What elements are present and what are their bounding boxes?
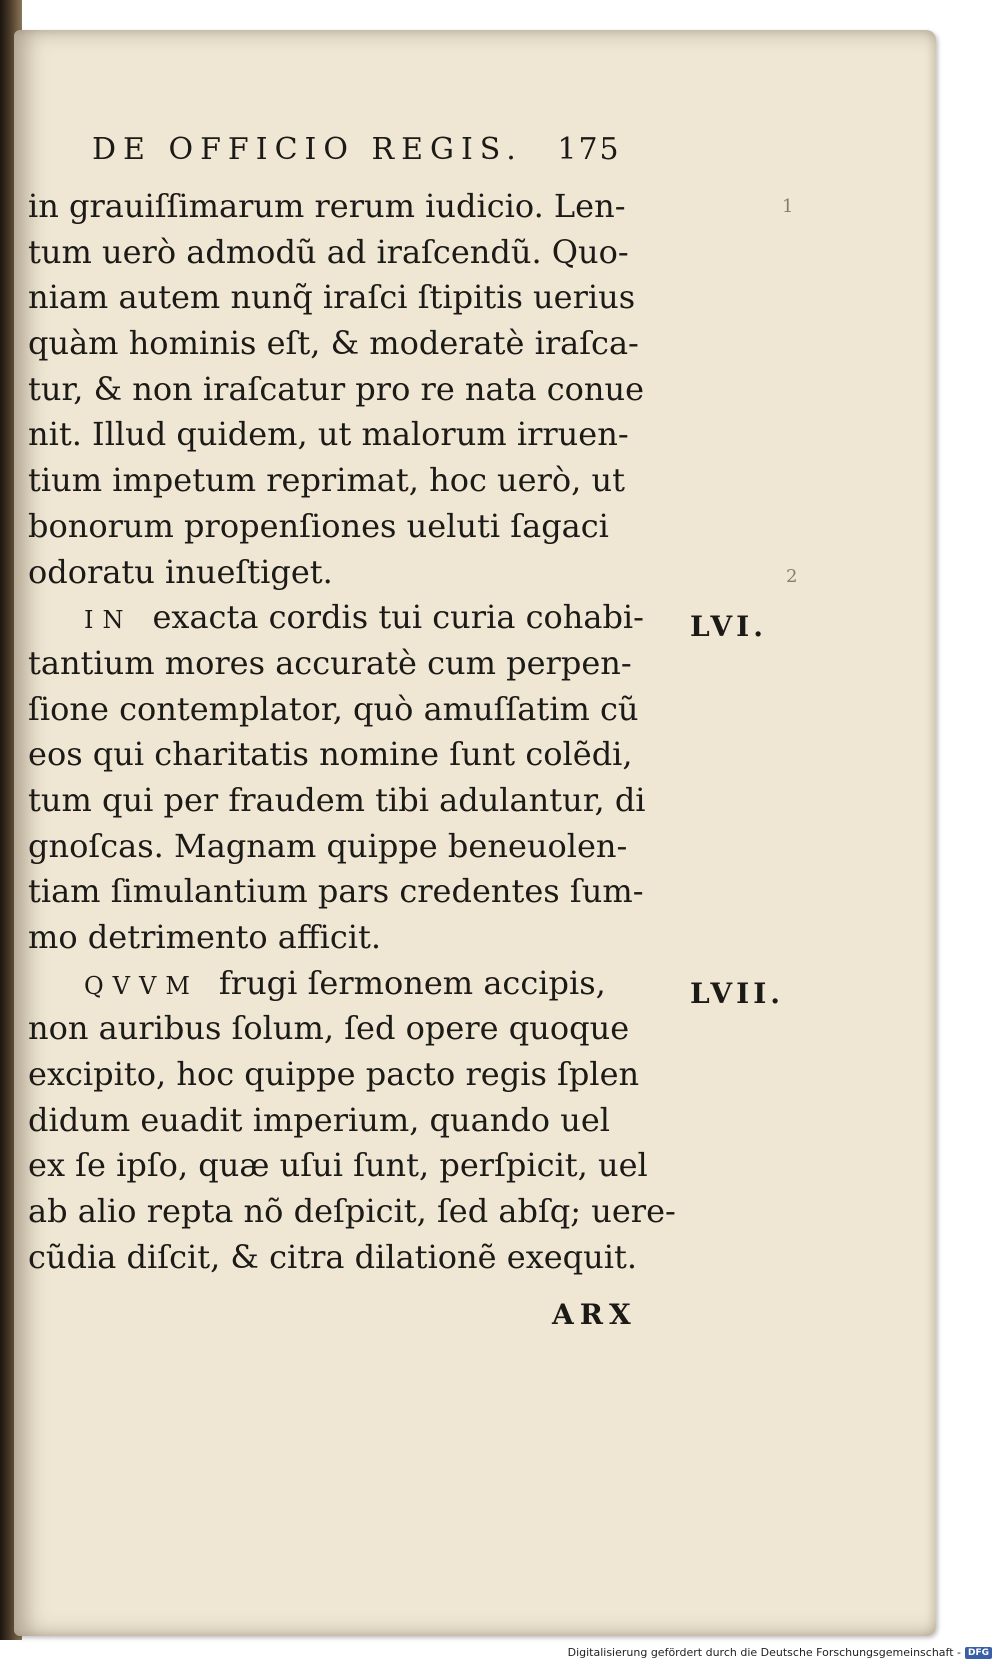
text-line: eos qui charitatis nomine ſunt colẽdi, (28, 735, 633, 774)
digitization-footer (568, 1646, 992, 1659)
text-fragment: frugi ſermonem accipis, (218, 963, 606, 1002)
text-line: cũdia diſcit, & citra dilationẽ exequit. (28, 1237, 638, 1276)
paragraph-lead-in: QVVM (84, 971, 199, 1000)
text-line: ſione contemplator, quò amuſſatim cũ (28, 689, 639, 728)
text-line: tiam ſimulantium pars credentes ſum- (28, 872, 644, 911)
text-line: in grauiſſimarum rerum iudicio. Len- (28, 187, 626, 225)
text-line: tum uerò admodũ ad iraſcendũ. Quo- (28, 232, 629, 271)
catchword: ARX (552, 1298, 637, 1331)
text-line: ex ſe ipſo, quæ uſui ſunt, perſpicit, uel (28, 1146, 648, 1185)
text-line: gnoſcas. Magnam quippe beneuolen- (28, 826, 628, 865)
text-line: nit. Illud quidem, ut malorum irruen- (28, 415, 629, 454)
running-header (92, 132, 712, 167)
body-text (28, 184, 688, 1281)
footer-text: Digitalisierung gefördert durch die Deutsche Forschungsgemeinschaft - (567, 1646, 961, 1659)
dfg-logo: DFG (965, 1647, 992, 1659)
text-line: ab alio repta nõ deſpicit, ſed abſq; uere- (28, 1192, 676, 1231)
running-title: DE OFFICIO REGIS. (92, 132, 523, 167)
text-line: tur, & non iraſcatur pro re nata conue (28, 369, 645, 408)
paragraph-lead-in: IN (84, 606, 133, 635)
paragraph-lvii-first-line (28, 961, 688, 1007)
margin-mark: 1 (782, 196, 794, 217)
paragraph-lvi-first-line (28, 595, 688, 641)
margin-section-number: LVI. (690, 610, 767, 643)
text-line: tantium mores accuratè cum perpen- (28, 643, 632, 682)
text-line: excipito, hoc quippe pacto regis ſplen (28, 1055, 640, 1094)
text-line: tum qui per fraudem tibi adulantur, di (28, 780, 646, 819)
text-line: niam autem nunq̃ iraſci ſtipitis uerius (28, 278, 636, 317)
text-line: didum euadit imperium, quando uel (28, 1100, 611, 1139)
page-number: 175 (557, 132, 621, 167)
text-line: quàm hominis eſt, & moderatè iraſca- (28, 324, 639, 363)
margin-section-number: LVII. (690, 977, 785, 1010)
text-line: non auribus ſolum, ſed opere quoque (28, 1009, 630, 1048)
text-line: odoratu inueſtiget. (28, 552, 333, 591)
text-fragment: exacta cordis tui curia cohabi- (152, 598, 644, 637)
text-line: bonorum propenſiones ueluti ſagaci (28, 506, 609, 545)
text-line: mo detrimento afficit. (28, 918, 382, 956)
margin-mark: 2 (786, 566, 798, 587)
text-line: tium impetum reprimat, hoc uerò, ut (28, 461, 625, 500)
